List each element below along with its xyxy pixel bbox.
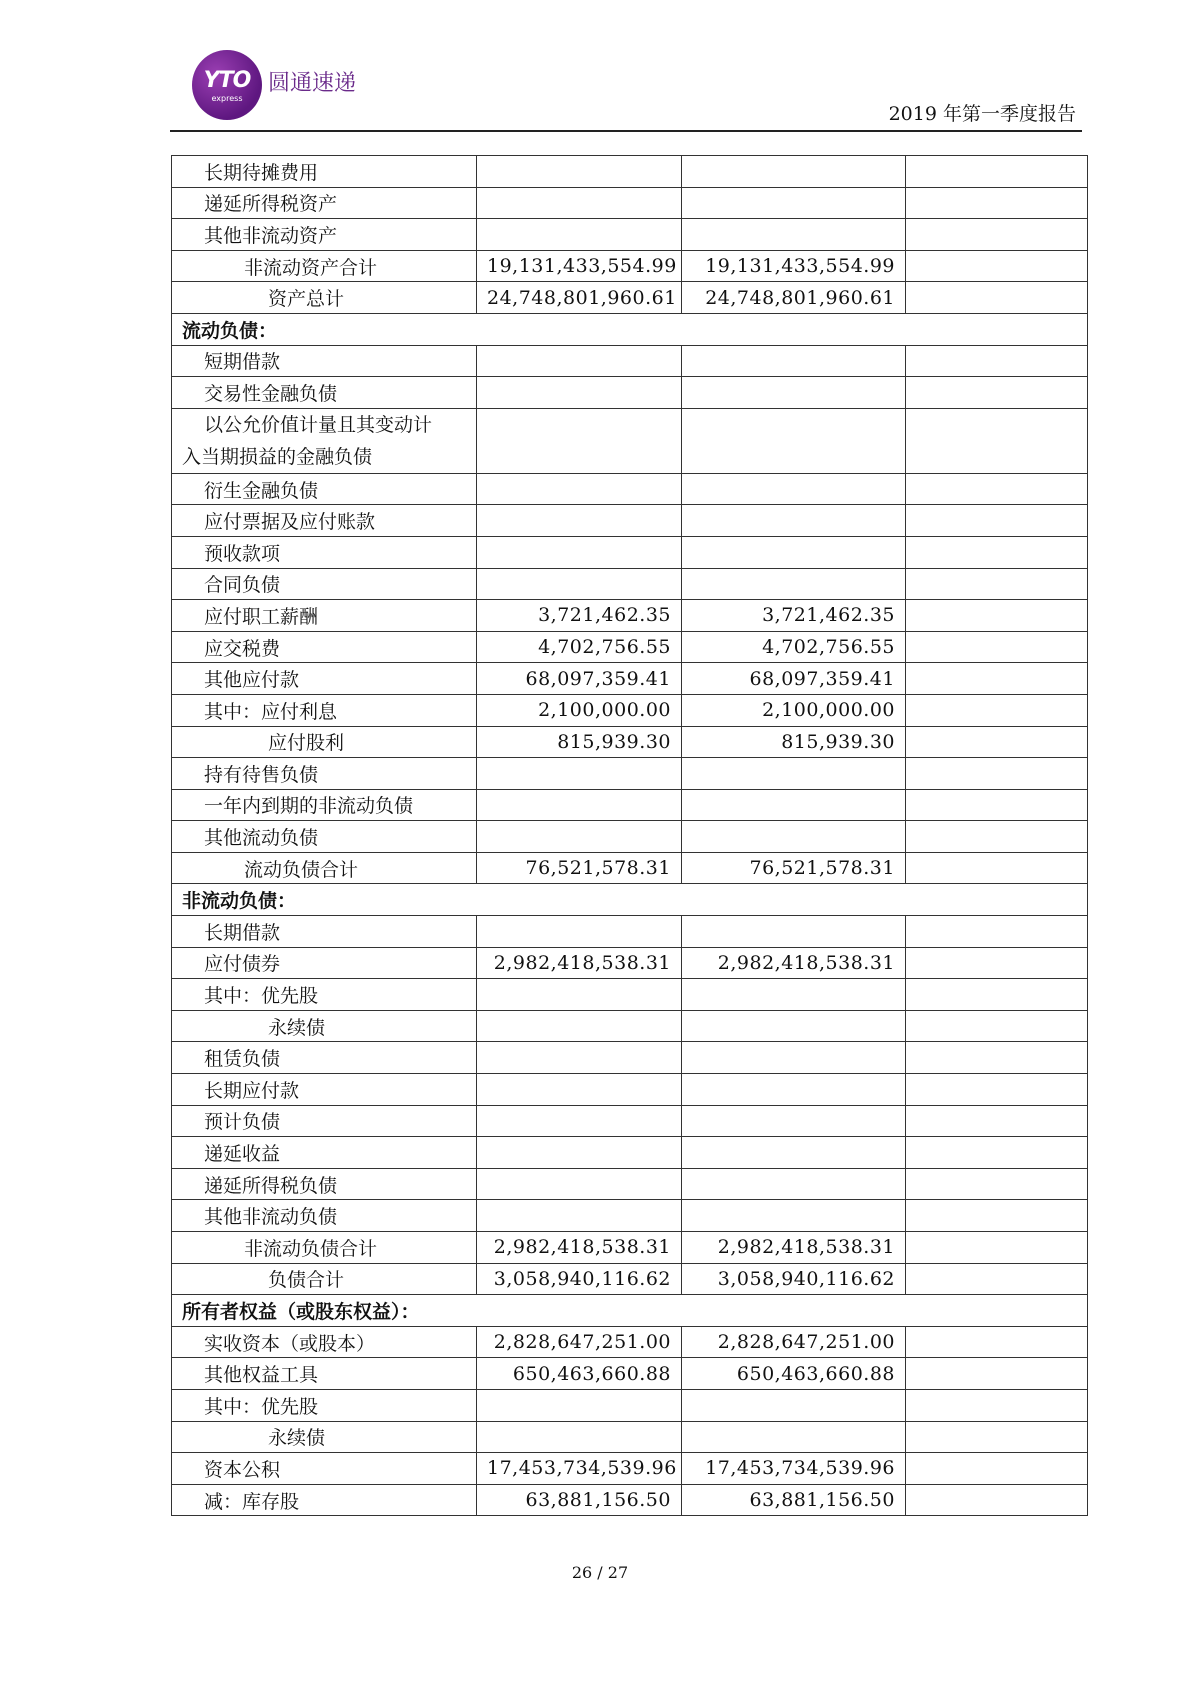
row-label: 其他非流动资产 bbox=[172, 219, 477, 251]
value-cell-v1: 2,982,418,538.31 bbox=[477, 947, 682, 979]
value-cell-v3 bbox=[906, 1074, 1088, 1106]
value-cell-v1 bbox=[477, 916, 682, 948]
table-row bbox=[172, 505, 1088, 537]
table-row bbox=[172, 1484, 1088, 1516]
row-label: 其中：应付利息 bbox=[172, 694, 477, 726]
value-cell-v3 bbox=[906, 473, 1088, 505]
value-cell-v1 bbox=[477, 1042, 682, 1074]
value-cell-v2: 815,939.30 bbox=[682, 726, 906, 758]
value-cell-v1: 24,748,801,960.61 bbox=[477, 282, 682, 314]
value-cell-v2 bbox=[682, 979, 906, 1011]
table-row bbox=[172, 473, 1088, 505]
value-cell-v1 bbox=[477, 1074, 682, 1106]
row-label: 永续债 bbox=[172, 1421, 477, 1453]
row-label: 实收资本（或股本） bbox=[172, 1326, 477, 1358]
section-label: 流动负债： bbox=[172, 313, 1088, 345]
row-label: 递延所得税资产 bbox=[172, 187, 477, 219]
value-cell-v3 bbox=[906, 250, 1088, 282]
row-label bbox=[172, 408, 477, 473]
table-row bbox=[172, 852, 1088, 884]
report-title: 2019 年第一季度报告 bbox=[888, 103, 1076, 125]
value-cell-v3 bbox=[906, 1389, 1088, 1421]
value-cell-v2 bbox=[682, 219, 906, 251]
row-label: 其他流动负债 bbox=[172, 821, 477, 853]
table-row bbox=[172, 377, 1088, 409]
table-row bbox=[172, 789, 1088, 821]
value-cell-v3 bbox=[906, 1200, 1088, 1232]
table-row bbox=[172, 600, 1088, 632]
page-number: 26 / 27 bbox=[571, 1563, 629, 1582]
row-label: 其中：优先股 bbox=[172, 1389, 477, 1421]
row-label: 预收款项 bbox=[172, 536, 477, 568]
row-label: 预计负债 bbox=[172, 1105, 477, 1137]
value-cell-v1 bbox=[477, 187, 682, 219]
table-row bbox=[172, 1010, 1088, 1042]
balance-sheet-table bbox=[171, 155, 1088, 1516]
value-cell-v1 bbox=[477, 1105, 682, 1137]
table-row bbox=[172, 1389, 1088, 1421]
value-cell-v3 bbox=[906, 1042, 1088, 1074]
value-cell-v3 bbox=[906, 1453, 1088, 1485]
table-row bbox=[172, 219, 1088, 251]
value-cell-v2 bbox=[682, 377, 906, 409]
value-cell-v2 bbox=[682, 789, 906, 821]
balance-sheet-body bbox=[172, 156, 1088, 1516]
value-cell-v3 bbox=[906, 600, 1088, 632]
row-label: 交易性金融负债 bbox=[172, 377, 477, 409]
table-row bbox=[172, 694, 1088, 726]
table-row bbox=[172, 536, 1088, 568]
value-cell-v2 bbox=[682, 1168, 906, 1200]
table-row bbox=[172, 1358, 1088, 1390]
value-cell-v1 bbox=[477, 1137, 682, 1169]
value-cell-v2 bbox=[682, 1389, 906, 1421]
row-label: 递延收益 bbox=[172, 1137, 477, 1169]
value-cell-v3 bbox=[906, 916, 1088, 948]
value-cell-v3 bbox=[906, 1010, 1088, 1042]
value-cell-v2 bbox=[682, 821, 906, 853]
value-cell-v3 bbox=[906, 821, 1088, 853]
row-label: 非流动负债合计 bbox=[172, 1232, 477, 1264]
value-cell-v3 bbox=[906, 568, 1088, 600]
value-cell-v1 bbox=[477, 1010, 682, 1042]
value-cell-v3 bbox=[906, 789, 1088, 821]
value-cell-v1 bbox=[477, 219, 682, 251]
table-row bbox=[172, 1263, 1088, 1295]
value-cell-v3 bbox=[906, 726, 1088, 758]
value-cell-v2: 3,058,940,116.62 bbox=[682, 1263, 906, 1295]
value-cell-v1 bbox=[477, 536, 682, 568]
table-row bbox=[172, 1200, 1088, 1232]
value-cell-v2: 19,131,433,554.99 bbox=[682, 250, 906, 282]
row-label: 其他权益工具 bbox=[172, 1358, 477, 1390]
logo-sub-text: express bbox=[211, 94, 243, 103]
value-cell-v2 bbox=[682, 1200, 906, 1232]
value-cell-v1: 68,097,359.41 bbox=[477, 663, 682, 695]
value-cell-v3 bbox=[906, 758, 1088, 790]
table-row bbox=[172, 1042, 1088, 1074]
value-cell-v3 bbox=[906, 345, 1088, 377]
value-cell-v2 bbox=[682, 1042, 906, 1074]
row-label: 其他非流动负债 bbox=[172, 1200, 477, 1232]
value-cell-v1: 2,100,000.00 bbox=[477, 694, 682, 726]
value-cell-v2 bbox=[682, 1421, 906, 1453]
value-cell-v2: 4,702,756.55 bbox=[682, 631, 906, 663]
table-row bbox=[172, 916, 1088, 948]
table-row bbox=[172, 156, 1088, 188]
value-cell-v1 bbox=[477, 1389, 682, 1421]
value-cell-v3 bbox=[906, 631, 1088, 663]
table-row bbox=[172, 726, 1088, 758]
table-row bbox=[172, 663, 1088, 695]
value-cell-v3 bbox=[906, 187, 1088, 219]
section-header-row bbox=[172, 313, 1088, 345]
row-label: 长期待摊费用 bbox=[172, 156, 477, 188]
row-label: 衍生金融负债 bbox=[172, 473, 477, 505]
value-cell-v1: 17,453,734,539.96 bbox=[477, 1453, 682, 1485]
value-cell-v1 bbox=[477, 568, 682, 600]
value-cell-v1 bbox=[477, 789, 682, 821]
value-cell-v2: 76,521,578.31 bbox=[682, 852, 906, 884]
table-row bbox=[172, 758, 1088, 790]
logo-text: YTO bbox=[203, 68, 251, 93]
row-label: 长期应付款 bbox=[172, 1074, 477, 1106]
value-cell-v1 bbox=[477, 156, 682, 188]
value-cell-v2: 68,097,359.41 bbox=[682, 663, 906, 695]
brand-name: 圆通速递 bbox=[268, 71, 357, 96]
table-row bbox=[172, 187, 1088, 219]
row-label: 合同负债 bbox=[172, 568, 477, 600]
row-label-line-1: 以公允价值计量且其变动计 bbox=[204, 413, 433, 436]
value-cell-v1: 3,058,940,116.62 bbox=[477, 1263, 682, 1295]
row-label: 应交税费 bbox=[172, 631, 477, 663]
value-cell-v2: 17,453,734,539.96 bbox=[682, 1453, 906, 1485]
value-cell-v3 bbox=[906, 852, 1088, 884]
table-row bbox=[172, 1453, 1088, 1485]
value-cell-v2: 3,721,462.35 bbox=[682, 600, 906, 632]
table-row bbox=[172, 947, 1088, 979]
value-cell-v3 bbox=[906, 1105, 1088, 1137]
table-row bbox=[172, 821, 1088, 853]
value-cell-v3 bbox=[906, 156, 1088, 188]
row-label: 资本公积 bbox=[172, 1453, 477, 1485]
table-row bbox=[172, 1232, 1088, 1264]
row-label: 其他应付款 bbox=[172, 663, 477, 695]
row-label: 一年内到期的非流动负债 bbox=[172, 789, 477, 821]
value-cell-v1 bbox=[477, 1421, 682, 1453]
section-header-row bbox=[172, 884, 1088, 916]
value-cell-v3 bbox=[906, 1484, 1088, 1516]
value-cell-v2 bbox=[682, 1010, 906, 1042]
value-cell-v1 bbox=[477, 1168, 682, 1200]
value-cell-v2 bbox=[682, 345, 906, 377]
value-cell-v3 bbox=[906, 694, 1088, 726]
value-cell-v1 bbox=[477, 408, 682, 473]
table-row bbox=[172, 1421, 1088, 1453]
value-cell-v2: 2,982,418,538.31 bbox=[682, 947, 906, 979]
value-cell-v2: 2,982,418,538.31 bbox=[682, 1232, 906, 1264]
row-label: 非流动资产合计 bbox=[172, 250, 477, 282]
value-cell-v1: 3,721,462.35 bbox=[477, 600, 682, 632]
value-cell-v1 bbox=[477, 473, 682, 505]
row-label: 减：库存股 bbox=[172, 1484, 477, 1516]
table-row bbox=[172, 282, 1088, 314]
value-cell-v3 bbox=[906, 377, 1088, 409]
value-cell-v2 bbox=[682, 536, 906, 568]
value-cell-v3 bbox=[906, 1137, 1088, 1169]
row-label: 负债合计 bbox=[172, 1263, 477, 1295]
page-header bbox=[170, 44, 1082, 132]
value-cell-v2 bbox=[682, 568, 906, 600]
value-cell-v3 bbox=[906, 282, 1088, 314]
section-header-row bbox=[172, 1295, 1088, 1327]
value-cell-v3 bbox=[906, 663, 1088, 695]
value-cell-v3 bbox=[906, 505, 1088, 537]
section-label: 所有者权益（或股东权益）： bbox=[172, 1295, 1088, 1327]
value-cell-v3 bbox=[906, 979, 1088, 1011]
value-cell-v1: 63,881,156.50 bbox=[477, 1484, 682, 1516]
value-cell-v2 bbox=[682, 408, 906, 473]
value-cell-v3 bbox=[906, 1263, 1088, 1295]
section-label: 非流动负债： bbox=[172, 884, 1088, 916]
row-label: 资产总计 bbox=[172, 282, 477, 314]
value-cell-v2 bbox=[682, 505, 906, 537]
value-cell-v1 bbox=[477, 758, 682, 790]
row-label: 递延所得税负债 bbox=[172, 1168, 477, 1200]
value-cell-v1: 76,521,578.31 bbox=[477, 852, 682, 884]
row-label: 租赁负债 bbox=[172, 1042, 477, 1074]
table-row bbox=[172, 979, 1088, 1011]
value-cell-v2: 24,748,801,960.61 bbox=[682, 282, 906, 314]
value-cell-v1: 815,939.30 bbox=[477, 726, 682, 758]
table-row bbox=[172, 1326, 1088, 1358]
value-cell-v2 bbox=[682, 1074, 906, 1106]
value-cell-v1 bbox=[477, 377, 682, 409]
value-cell-v1 bbox=[477, 979, 682, 1011]
table-row bbox=[172, 250, 1088, 282]
value-cell-v2: 2,828,647,251.00 bbox=[682, 1326, 906, 1358]
table-row bbox=[172, 408, 1088, 473]
value-cell-v2 bbox=[682, 187, 906, 219]
table-row bbox=[172, 1168, 1088, 1200]
value-cell-v3 bbox=[906, 1232, 1088, 1264]
table-row bbox=[172, 631, 1088, 663]
value-cell-v3 bbox=[906, 1326, 1088, 1358]
row-label: 应付股利 bbox=[172, 726, 477, 758]
row-label: 持有待售负债 bbox=[172, 758, 477, 790]
table-row bbox=[172, 345, 1088, 377]
value-cell-v3 bbox=[906, 947, 1088, 979]
value-cell-v1: 650,463,660.88 bbox=[477, 1358, 682, 1390]
row-label: 永续债 bbox=[172, 1010, 477, 1042]
value-cell-v2 bbox=[682, 758, 906, 790]
value-cell-v1: 4,702,756.55 bbox=[477, 631, 682, 663]
value-cell-v3 bbox=[906, 1168, 1088, 1200]
row-label: 应付票据及应付账款 bbox=[172, 505, 477, 537]
value-cell-v2: 650,463,660.88 bbox=[682, 1358, 906, 1390]
table-row bbox=[172, 1074, 1088, 1106]
value-cell-v1: 2,828,647,251.00 bbox=[477, 1326, 682, 1358]
value-cell-v2: 63,881,156.50 bbox=[682, 1484, 906, 1516]
value-cell-v2 bbox=[682, 1137, 906, 1169]
value-cell-v2 bbox=[682, 156, 906, 188]
row-label-line-2: 入当期损益的金融负债 bbox=[182, 445, 373, 468]
table-row bbox=[172, 1105, 1088, 1137]
row-label: 长期借款 bbox=[172, 916, 477, 948]
row-label: 短期借款 bbox=[172, 345, 477, 377]
value-cell-v1 bbox=[477, 1200, 682, 1232]
value-cell-v3 bbox=[906, 219, 1088, 251]
value-cell-v3 bbox=[906, 1421, 1088, 1453]
value-cell-v1: 2,982,418,538.31 bbox=[477, 1232, 682, 1264]
row-label: 其中：优先股 bbox=[172, 979, 477, 1011]
row-label: 应付职工薪酬 bbox=[172, 600, 477, 632]
value-cell-v2 bbox=[682, 916, 906, 948]
yto-logo-icon bbox=[192, 50, 262, 120]
value-cell-v1 bbox=[477, 345, 682, 377]
value-cell-v1: 19,131,433,554.99 bbox=[477, 250, 682, 282]
table-row bbox=[172, 1137, 1088, 1169]
value-cell-v3 bbox=[906, 1358, 1088, 1390]
row-label: 应付债券 bbox=[172, 947, 477, 979]
value-cell-v2 bbox=[682, 473, 906, 505]
value-cell-v3 bbox=[906, 536, 1088, 568]
table-row bbox=[172, 568, 1088, 600]
value-cell-v3 bbox=[906, 408, 1088, 473]
value-cell-v2: 2,100,000.00 bbox=[682, 694, 906, 726]
value-cell-v1 bbox=[477, 821, 682, 853]
value-cell-v1 bbox=[477, 505, 682, 537]
value-cell-v2 bbox=[682, 1105, 906, 1137]
row-label: 流动负债合计 bbox=[172, 852, 477, 884]
